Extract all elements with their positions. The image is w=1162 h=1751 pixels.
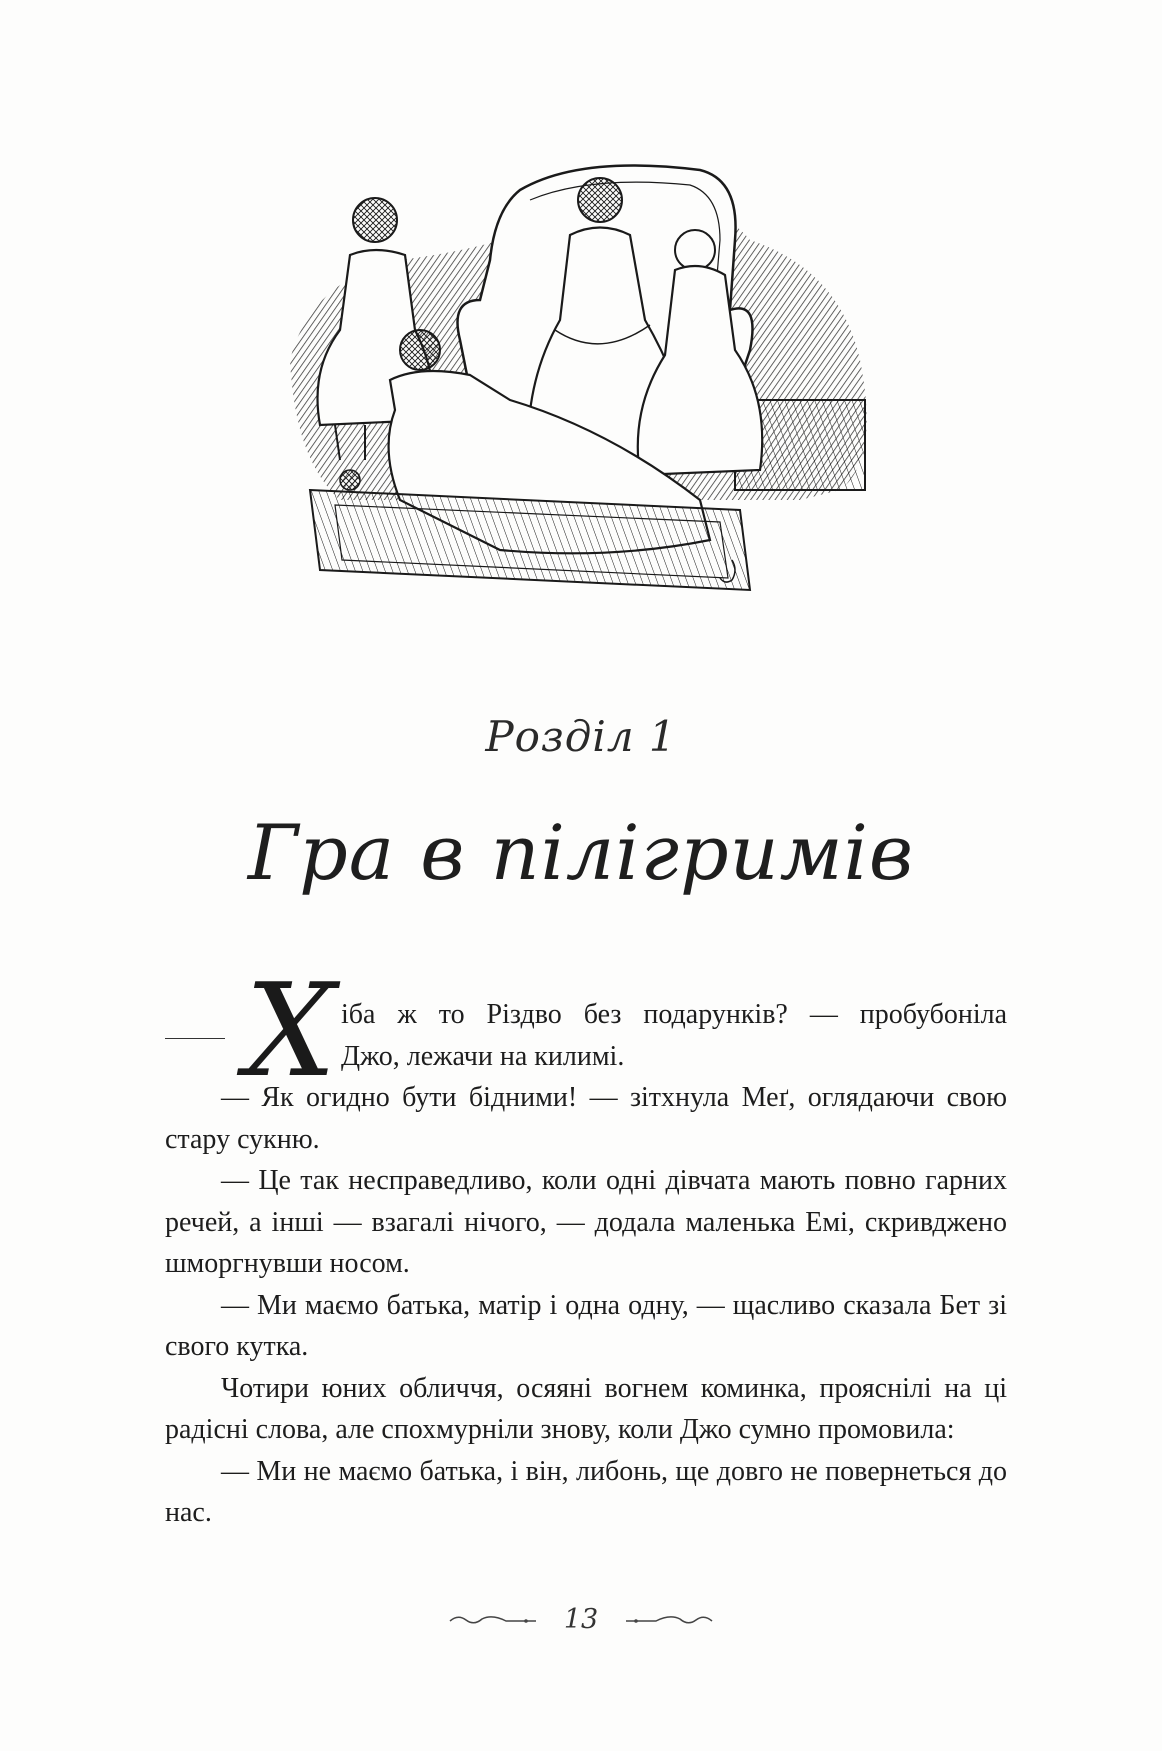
paragraph: — Це так несправедливо, коли одні дівчата мають повно гарних речей, а інші — взагалі нічого, — додала маленька Емі, скривджено шморгнувши носом. (165, 1165, 1007, 1279)
drop-cap: Х (245, 957, 337, 1106)
chapter-label: Розділ 1 (485, 712, 677, 761)
opening-paragraph (165, 957, 1007, 1106)
four-sisters-engraving (280, 160, 890, 640)
engraving-svg (280, 160, 890, 640)
paragraph: — Ми не маємо батька, і він, либонь, ще довго не повернеться до нас. (165, 1455, 1007, 1528)
page-footer (0, 1604, 1162, 1644)
chapter-title: Гра в пілігримів (247, 808, 915, 897)
flourish-left-icon (448, 1610, 538, 1630)
flourish-right-icon (624, 1610, 714, 1630)
page-number: 13 (563, 1604, 599, 1635)
paragraph: — Ми маємо батька, матір і одна одну, — щасливо сказала Бет зі свого кутка. (165, 1289, 1007, 1362)
opening-line-2: Джо, лежачи на килимі. (341, 1040, 625, 1072)
body-text (165, 957, 1007, 1534)
paragraph: Чотири юних обличчя, осяяні вогнем коминка, прояснілі на ці радісні слова, але спохмурніли знову, коли Джо сумно промовила: (165, 1372, 1007, 1445)
dialogue-dash (165, 1038, 225, 1039)
opening-line-1: іба ж то Різдво без подарунків? — пробубоніла (341, 999, 1007, 1030)
paragraph: — Як огидно бути бідними! — зітхнула Меґ, оглядаючи свою стару сукню. (165, 1082, 1007, 1155)
